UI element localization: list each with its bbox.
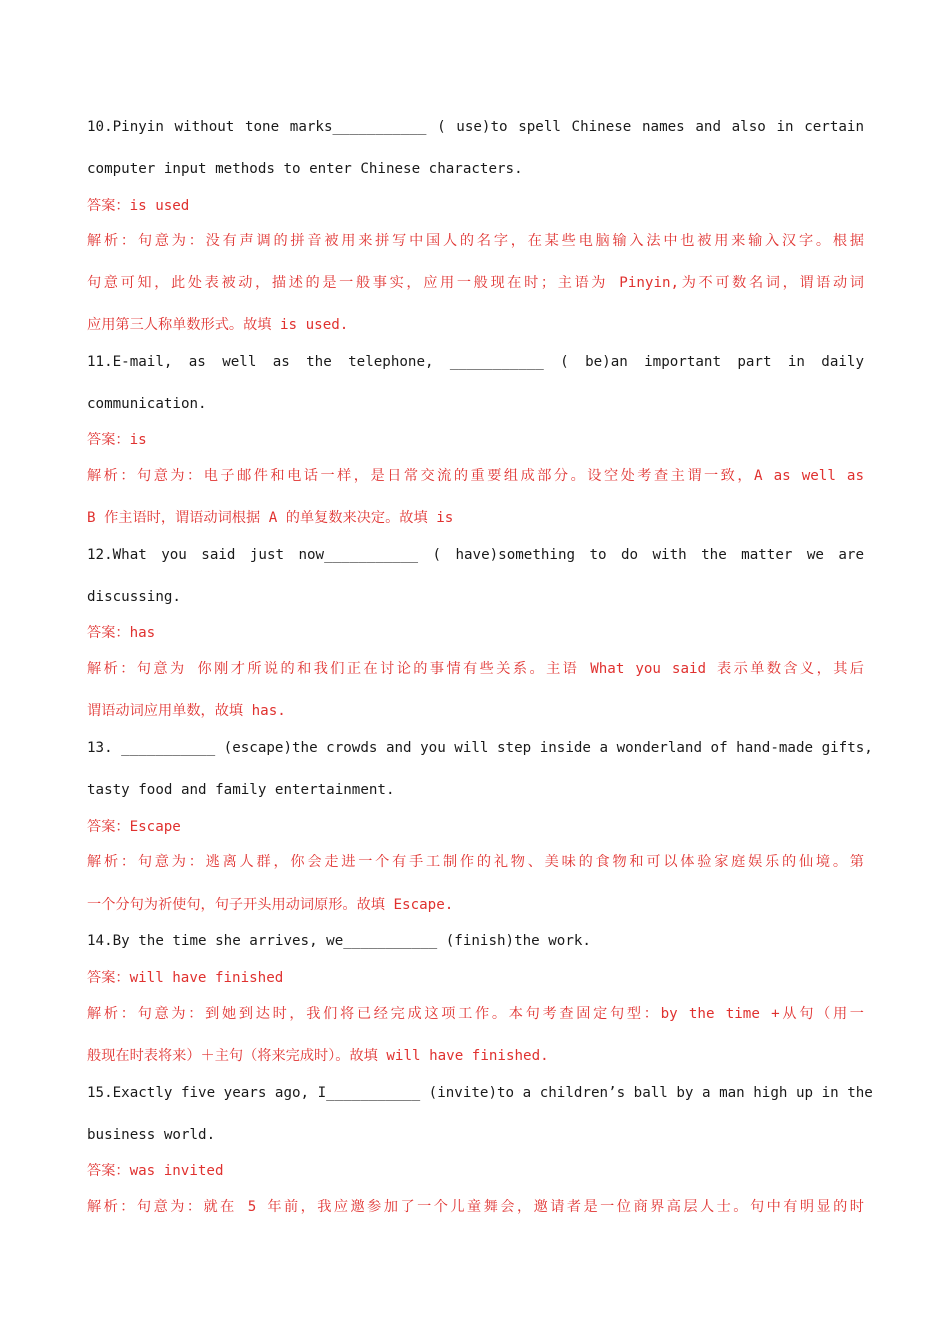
answer-15: 答案：was invited <box>87 1163 224 1179</box>
analysis-11-line-1: 解析：句意为：电子邮件和电话一样，是日常交流的重要组成部分。设空处考查主谓一致，A as well as <box>87 468 864 484</box>
analysis-10-line-1: 解析：句意为：没有声调的拼音被用来拼写中国人的名字，在某些电脑输入法中也被用来输入汉字。根据 <box>87 233 864 249</box>
analysis-13-line-2: 一个分句为祈使句，句子开头用动词原形。故填 Escape. <box>87 897 454 913</box>
answer-11: 答案：is <box>87 432 147 448</box>
question-10-line-1: 10.Pinyin without tone marks___________ ( use)to spell Chinese names and also in certain <box>87 119 864 135</box>
answer-12: 答案：has <box>87 625 156 641</box>
answer-10: 答案：is used <box>87 198 190 214</box>
analysis-10-line-2: 句意可知，此处表被动，描述的是一般事实，应用一般现在时；主语为 Pinyin,为不可数名词，谓语动词 <box>87 275 864 291</box>
question-12-line-2: discussing. <box>87 589 181 605</box>
analysis-15-line-1: 解析：句意为：就在 5 年前，我应邀参加了一个儿童舞会，邀请者是一位商界高层人士。句中有明显的时 <box>87 1199 864 1215</box>
analysis-11-line-2: B 作主语时，谓语动词根据 A 的单复数来决定。故填 is <box>87 510 454 526</box>
analysis-10-line-3: 应用第三人称单数形式。故填 is used. <box>87 317 349 333</box>
question-13-line-1: 13. ___________ (escape)the crowds and you will step inside a wonderland of hand-made gifts, <box>87 740 873 756</box>
question-14-line-1: 14.By the time she arrives, we___________ (finish)the work. <box>87 933 591 949</box>
question-12-line-1: 12.What you said just now___________ ( have)something to do with the matter we are <box>87 547 864 563</box>
question-11-line-2: communication. <box>87 396 207 412</box>
analysis-14-line-1: 解析：句意为：到她到达时，我们将已经完成这项工作。本句考查固定句型：by the time +从句（用一 <box>87 1006 864 1022</box>
question-13-line-2: tasty food and family entertainment. <box>87 782 395 798</box>
analysis-13-line-1: 解析：句意为：逃离人群，你会走进一个有手工制作的礼物、美味的食物和可以体验家庭娱乐的仙境。第 <box>87 854 864 870</box>
analysis-12-line-1: 解析：句意为 你刚才所说的和我们正在讨论的事情有些关系。主语 What you said 表示单数含义，其后 <box>87 661 864 677</box>
question-15-line-1: 15.Exactly five years ago, I___________ (invite)to a children’s ball by a man high up in the <box>87 1085 873 1101</box>
question-15-line-2: business world. <box>87 1127 216 1143</box>
answer-14: 答案：will have finished <box>87 970 284 986</box>
analysis-12-line-2: 谓语动词应用单数，故填 has. <box>87 703 286 719</box>
question-11-line-1: 11.E-mail, as well as the telephone, ___________ ( be)an important part in daily <box>87 354 864 370</box>
question-10-line-2: computer input methods to enter Chinese characters. <box>87 161 523 177</box>
analysis-14-line-2: 般现在时表将来）＋主句（将来完成时）。故填 will have finished. <box>87 1048 549 1064</box>
answer-13: 答案：Escape <box>87 819 181 835</box>
